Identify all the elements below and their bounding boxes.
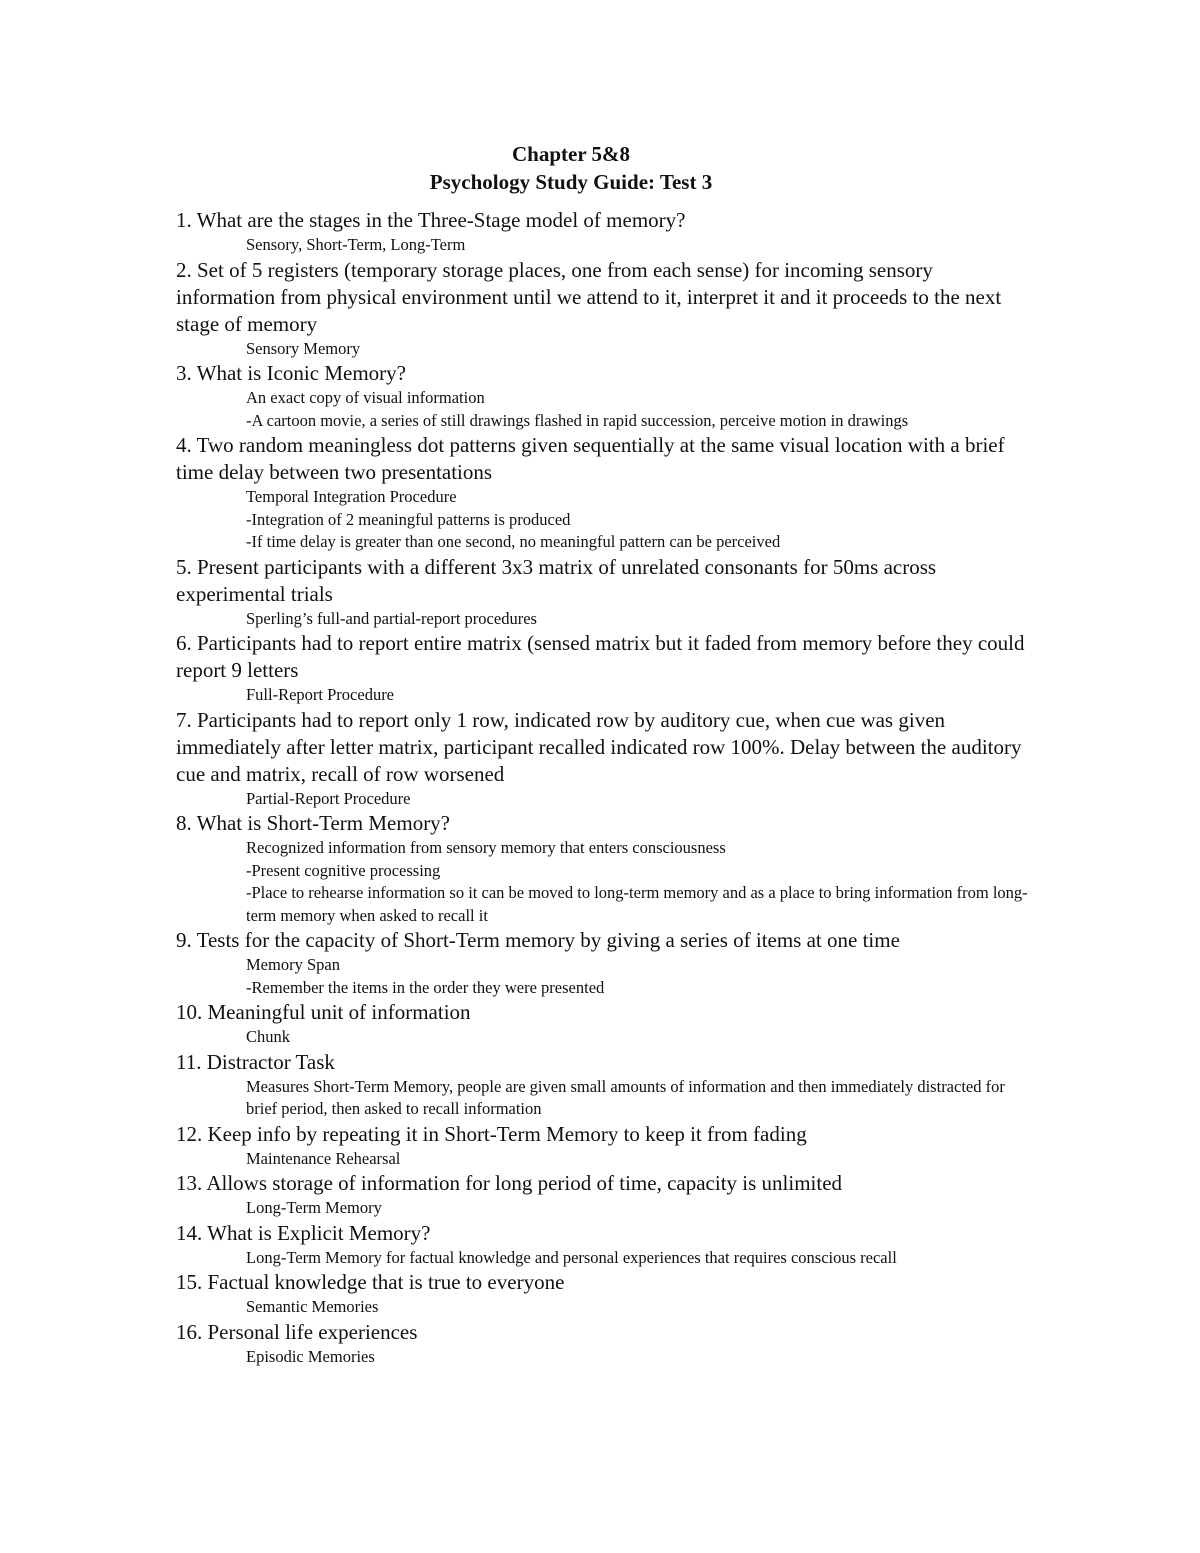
question-item: [176, 1170, 1036, 1220]
document-page: [176, 140, 1036, 1368]
answer-text: Long-Term Memory for factual knowledge and personal experiences that requires conscious recall: [246, 1247, 897, 1267]
question-text: 16. Personal life experiences: [176, 1319, 418, 1344]
question-item: [176, 1319, 1036, 1369]
answer-text: Temporal Integration Procedure: [246, 487, 457, 506]
question-text: 6. Participants had to report entire matrix (sensed matrix but it faded from memory before they could report 9 letters: [176, 631, 1025, 682]
question-text: 15. Factual knowledge that is true to everyone: [176, 1270, 565, 1294]
question-text: 1. What are the stages in the Three-Stage model of memory?: [176, 208, 686, 232]
question-text: 9. Tests for the capacity of Short-Term memory by giving a series of items at one time: [176, 928, 900, 952]
question-text: 12. Keep info by repeating it in Short-Term Memory to keep it from fading: [176, 1121, 807, 1146]
question-item: [176, 1269, 1036, 1319]
question-item: [176, 554, 1036, 631]
question-text: 14. What is Explicit Memory?: [176, 1220, 431, 1245]
answer-text: An exact copy of visual information: [246, 388, 485, 407]
answer-text: Sensory Memory: [246, 338, 361, 358]
question-list: [176, 207, 1036, 1368]
question-text: 4. Two random meaningless dot patterns given sequentially at the same visual location with a brief time delay between two presentations: [176, 433, 1005, 484]
question-item: [176, 1121, 1036, 1171]
question-item: [176, 707, 1036, 811]
question-text: 3. What is Iconic Memory?: [176, 361, 406, 385]
answer-text: -Remember the items in the order they were presented: [246, 977, 605, 997]
question-item: [176, 999, 1036, 1049]
answer-text: Chunk: [246, 1027, 291, 1046]
answer-text: -If time delay is greater than one second, no meaningful pattern can be perceived: [246, 532, 781, 551]
question-item: [176, 630, 1036, 707]
question-text: 10. Meaningful unit of information: [176, 1000, 471, 1024]
question-text: 7. Participants had to report only 1 row, indicated row by auditory cue, when cue was given immediately after letter matrix, participant recalled indicated row 100%. Delay between the auditory cue and matrix, recall of row worsened: [176, 707, 1022, 786]
question-item: [176, 1220, 1036, 1270]
answer-text: Partial-Report Procedure: [246, 788, 411, 808]
guide-title: Psychology Study Guide: Test 3: [429, 170, 713, 194]
question-item: [176, 257, 1036, 361]
answer-text: Full-Report Procedure: [246, 685, 395, 704]
answer-text: Long-Term Memory: [246, 1198, 382, 1217]
answer-text: Memory Span: [246, 955, 340, 974]
question-item: [176, 207, 1036, 257]
answer-text: Measures Short-Term Memory, people are given small amounts of information and then immediately distracted for brief period, then asked to recall information: [246, 1076, 1005, 1118]
question-item: [176, 432, 1036, 554]
answer-text: Semantic Memories: [246, 1297, 379, 1316]
question-item: [176, 1049, 1036, 1121]
answer-text: -Present cognitive processing: [246, 860, 441, 880]
answer-text: -Place to rehearse information so it can be moved to long-term memory and as a place to bring information from long-term memory when asked to recall it: [246, 883, 1028, 925]
answer-text: Sperling’s full-and partial-report procedures: [246, 608, 537, 628]
answer-text: Maintenance Rehearsal: [246, 1148, 401, 1168]
title-block: [176, 140, 1036, 196]
question-item: [176, 927, 1036, 999]
answer-text: Sensory, Short-Term, Long-Term: [246, 235, 466, 254]
question-text: 11. Distractor Task: [176, 1049, 335, 1074]
question-text: 13. Allows storage of information for long period of time, capacity is unlimited: [176, 1171, 843, 1195]
answer-text: Recognized information from sensory memory that enters consciousness: [246, 838, 726, 857]
chapter-title: Chapter 5&8: [511, 142, 631, 166]
question-item: [176, 360, 1036, 432]
question-text: 2. Set of 5 registers (temporary storage places, one from each sense) for incoming sensory information from physical environment until we attend to it, interpret it and it proceeds to the next stage of memory: [176, 257, 1002, 336]
answer-text: Episodic Memories: [246, 1346, 375, 1366]
answer-text: -A cartoon movie, a series of still drawings flashed in rapid succession, perceive motion in drawings: [246, 410, 909, 430]
question-text: 5. Present participants with a different 3x3 matrix of unrelated consonants for 50ms across experimental trials: [176, 554, 937, 606]
question-text: 8. What is Short-Term Memory?: [176, 811, 451, 835]
question-item: [176, 810, 1036, 927]
answer-text: -Integration of 2 meaningful patterns is produced: [246, 509, 571, 529]
